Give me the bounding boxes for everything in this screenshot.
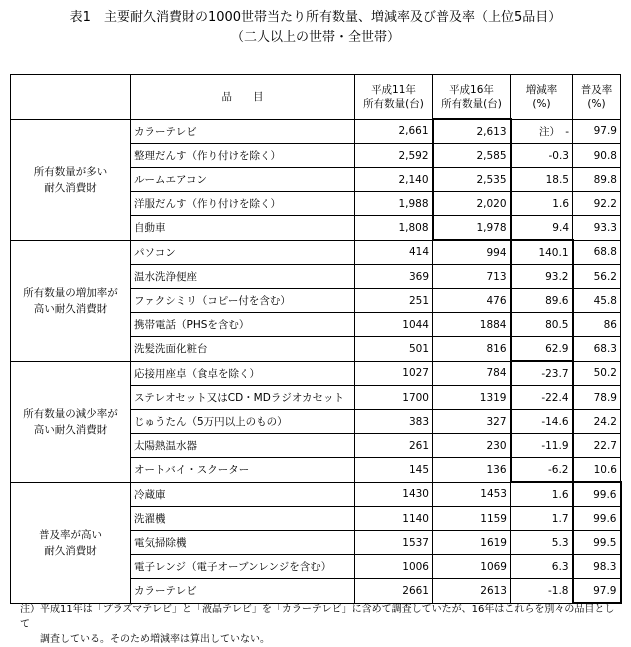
cell-change: -6.2 (511, 458, 573, 483)
data-table (10, 74, 622, 604)
cell-name: 太陽熱温水器 (131, 434, 355, 458)
cell-rate: 97.9 (573, 579, 621, 604)
cell-h16: 327 (433, 410, 511, 434)
cell-h11: 1,808 (355, 216, 433, 241)
cell-rate: 68.3 (573, 337, 621, 362)
cell-name: 自動車 (131, 216, 355, 241)
cell-h16: 136 (433, 458, 511, 483)
header-item: 品 目 (131, 75, 355, 120)
header-change: 増減率 (%) (511, 75, 573, 120)
cell-name: じゅうたん（5万円以上のもの） (131, 410, 355, 434)
cell-change: -1.8 (511, 579, 573, 604)
cell-rate: 98.3 (573, 555, 621, 579)
cell-rate: 99.5 (573, 531, 621, 555)
cell-name: 洗濯機 (131, 507, 355, 531)
cell-rate: 89.8 (573, 168, 621, 192)
cell-h16: 1619 (433, 531, 511, 555)
cell-rate: 68.8 (573, 240, 621, 265)
cell-name: ルームエアコン (131, 168, 355, 192)
group-label: 所有数量が多い 耐久消費財 (11, 119, 131, 240)
cell-change: 140.1 (511, 240, 573, 265)
cell-change: 62.9 (511, 337, 573, 362)
cell-h11: 2,140 (355, 168, 433, 192)
header-group (11, 75, 131, 120)
cell-name: 洗髪洗面化粧台 (131, 337, 355, 362)
cell-rate: 22.7 (573, 434, 621, 458)
cell-name: 整理だんす（作り付けを除く） (131, 144, 355, 168)
header-rate: 普及率 (%) (573, 75, 621, 120)
cell-rate: 97.9 (573, 119, 621, 144)
cell-change: 1.7 (511, 507, 573, 531)
cell-h16: 2,613 (433, 119, 511, 144)
table-title: 表1 主要耐久消費財の1000世帯当たり所有数量、増減率及び普及率（上位5品目） (69, 10, 562, 25)
cell-name: 洋服だんす（作り付けを除く） (131, 192, 355, 216)
cell-name: ファクシミリ（コピー付を含む） (131, 289, 355, 313)
cell-h11: 2,661 (355, 119, 433, 144)
cell-h16: 1453 (433, 482, 511, 507)
cell-change: -22.4 (511, 386, 573, 410)
cell-h16: 1884 (433, 313, 511, 337)
cell-h11: 1537 (355, 531, 433, 555)
cell-h11: 383 (355, 410, 433, 434)
cell-h11: 414 (355, 240, 433, 265)
cell-name: 冷蔵庫 (131, 482, 355, 507)
cell-change: 6.3 (511, 555, 573, 579)
cell-h16: 784 (433, 361, 511, 386)
cell-h16: 2,585 (433, 144, 511, 168)
header-h16: 平成16年 所有数量(台) (433, 75, 511, 120)
header-row (11, 75, 621, 120)
cell-change: -11.9 (511, 434, 573, 458)
cell-h16: 230 (433, 434, 511, 458)
table-row (11, 240, 621, 265)
cell-h11: 1140 (355, 507, 433, 531)
cell-name: 携帯電話（PHSを含む） (131, 313, 355, 337)
cell-rate: 50.2 (573, 361, 621, 386)
cell-h16: 2,020 (433, 192, 511, 216)
cell-rate: 86 (573, 313, 621, 337)
cell-rate: 90.8 (573, 144, 621, 168)
cell-name: 温水洗浄便座 (131, 265, 355, 289)
cell-name: 応接用座卓（食卓を除く） (131, 361, 355, 386)
cell-rate: 45.8 (573, 289, 621, 313)
cell-rate: 99.6 (573, 507, 621, 531)
cell-h16: 1069 (433, 555, 511, 579)
cell-h11: 1027 (355, 361, 433, 386)
cell-h11: 2661 (355, 579, 433, 604)
cell-change: 18.5 (511, 168, 573, 192)
cell-name: パソコン (131, 240, 355, 265)
cell-h11: 1006 (355, 555, 433, 579)
cell-h16: 1,978 (433, 216, 511, 241)
cell-change: 89.6 (511, 289, 573, 313)
cell-h11: 2,592 (355, 144, 433, 168)
cell-name: 電気掃除機 (131, 531, 355, 555)
cell-rate: 93.3 (573, 216, 621, 241)
group-label: 普及率が高い 耐久消費財 (11, 482, 131, 603)
cell-rate: 24.2 (573, 410, 621, 434)
cell-h16: 476 (433, 289, 511, 313)
cell-name: カラーテレビ (131, 579, 355, 604)
cell-h11: 1430 (355, 482, 433, 507)
cell-rate: 78.9 (573, 386, 621, 410)
cell-h11: 251 (355, 289, 433, 313)
cell-name: オートバイ・スクーター (131, 458, 355, 483)
cell-change: -14.6 (511, 410, 573, 434)
cell-h16: 994 (433, 240, 511, 265)
cell-change: 80.5 (511, 313, 573, 337)
cell-h16: 816 (433, 337, 511, 362)
cell-h11: 261 (355, 434, 433, 458)
table-row (11, 119, 621, 144)
table-row (11, 361, 621, 386)
cell-h11: 501 (355, 337, 433, 362)
cell-change: 1.6 (511, 192, 573, 216)
cell-h16: 1319 (433, 386, 511, 410)
cell-rate: 92.2 (573, 192, 621, 216)
cell-change: 注） - (511, 119, 573, 144)
cell-h11: 1044 (355, 313, 433, 337)
cell-h11: 1700 (355, 386, 433, 410)
table-row (11, 482, 621, 507)
cell-rate: 56.2 (573, 265, 621, 289)
cell-h16: 2613 (433, 579, 511, 604)
cell-name: 電子レンジ（電子オーブンレンジを含む） (131, 555, 355, 579)
cell-h16: 713 (433, 265, 511, 289)
cell-change: 9.4 (511, 216, 573, 241)
cell-name: ステレオセット又はCD・MDラジオカセット (131, 386, 355, 410)
cell-h11: 1,988 (355, 192, 433, 216)
cell-h16: 2,535 (433, 168, 511, 192)
cell-name: カラーテレビ (131, 119, 355, 144)
cell-change: -0.3 (511, 144, 573, 168)
cell-change: 93.2 (511, 265, 573, 289)
table-subtitle: （二人以上の世帯・全世帯） (230, 30, 400, 45)
cell-h16: 1159 (433, 507, 511, 531)
cell-change: -23.7 (511, 361, 573, 386)
group-label: 所有数量の減少率が 高い耐久消費財 (11, 361, 131, 482)
cell-change: 5.3 (511, 531, 573, 555)
cell-rate: 10.6 (573, 458, 621, 483)
header-h11: 平成11年 所有数量(台) (355, 75, 433, 120)
cell-change: 1.6 (511, 482, 573, 507)
group-label: 所有数量の増加率が 高い耐久消費財 (11, 240, 131, 361)
cell-rate: 99.6 (573, 482, 621, 507)
cell-h11: 369 (355, 265, 433, 289)
cell-h11: 145 (355, 458, 433, 483)
footnote: 注）平成11年は「プラズマテレビ」と「液晶テレビ」を「カラーテレビ」に含めて調査していたが、16年はこれらを別々の品目として 調査している。そのため増減率は算出していない。 (20, 604, 615, 645)
